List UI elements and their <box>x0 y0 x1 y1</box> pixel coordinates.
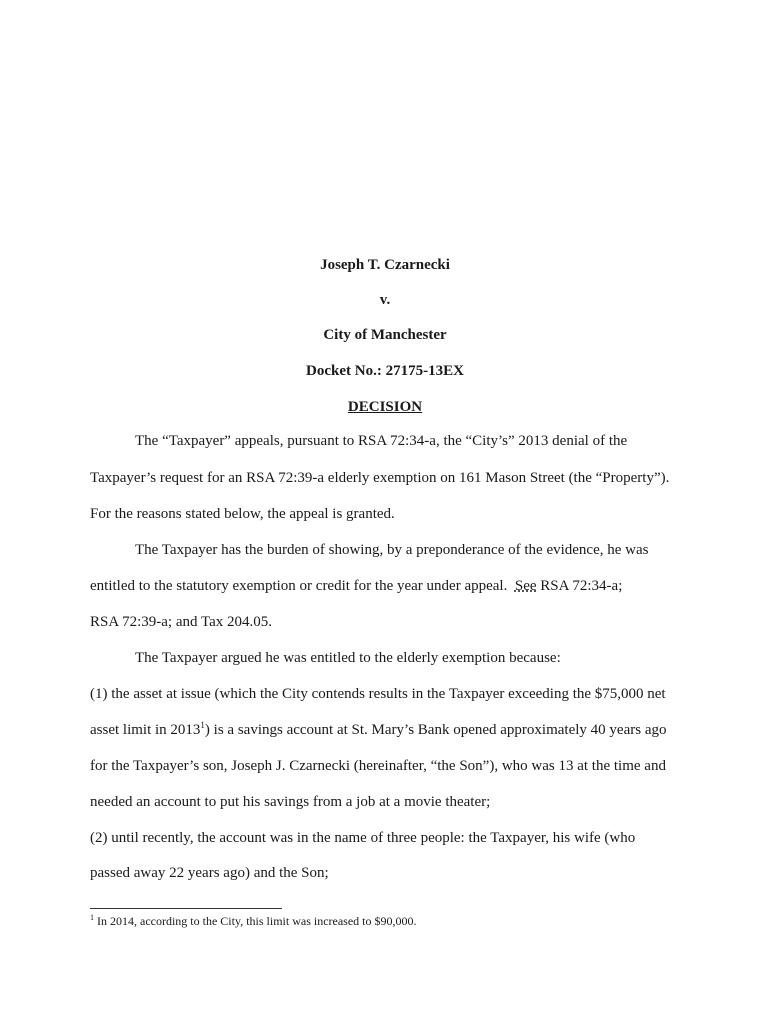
decision-heading: DECISION <box>347 399 423 415</box>
paragraph-2-line-2 <box>90 577 622 595</box>
paragraph-4-line-2 <box>90 721 666 739</box>
paragraph-2-line-2-text: entitled to the statutory exemption or credit for the year under appeal. <box>90 578 515 594</box>
paragraph-1-line-2: Taxpayer’s request for an RSA 72:39-a elderly exemption on 161 Mason Street (the “Property”). <box>90 470 670 486</box>
paragraph-4-line-3: for the Taxpayer’s son, Joseph J. Czarnecki (hereinafter, “the Son”), who was 13 at the time and <box>90 758 666 774</box>
paragraph-2-line-3: RSA 72:39-a; and Tax 204.05. <box>90 614 272 630</box>
paragraph-4-line-4: needed an account to put his savings from a job at a movie theater; <box>90 794 491 810</box>
footnote <box>90 914 417 929</box>
paragraph-5-line-1: (2) until recently, the account was in the name of three people: the Taxpayer, his wife (who <box>90 830 636 846</box>
paragraph-1-line-1: The “Taxpayer” appeals, pursuant to RSA 72:34-a, the “City’s” 2013 denial of the <box>135 433 628 449</box>
paragraph-5-line-2: passed away 22 years ago) and the Son; <box>90 865 329 881</box>
footnote-divider <box>90 908 282 909</box>
docket-number: Docket No.: 27175-13EX <box>306 363 464 379</box>
paragraph-4-line-2-start: asset limit in 2013 <box>90 722 201 738</box>
versus-label: v. <box>379 292 391 308</box>
paragraph-4-line-2-end: ) is a savings account at St. Mary’s Bank opened approximately 40 years ago <box>204 722 667 738</box>
footnote-mark: 1 <box>90 913 94 922</box>
see-citation-signal: See <box>514 578 537 594</box>
paragraph-4-line-1: (1) the asset at issue (which the City contends results in the Taxpayer exceeding the $75,000 net <box>90 686 666 702</box>
paragraph-1-line-3: For the reasons stated below, the appeal is granted. <box>90 506 395 522</box>
paragraph-2-line-1: The Taxpayer has the burden of showing, by a preponderance of the evidence, he was <box>135 542 649 558</box>
paragraph-2-line-2-citation: RSA 72:34-a; <box>536 578 623 594</box>
footnote-reference[interactable]: 1 <box>200 720 205 730</box>
paragraph-3-line-1: The Taxpayer argued he was entitled to the elderly exemption because: <box>135 650 561 666</box>
petitioner-name: Joseph T. Czarnecki <box>320 257 450 273</box>
respondent-name: City of Manchester <box>323 327 447 343</box>
footnote-text: In 2014, according to the City, this limit was increased to $90,000. <box>94 914 417 928</box>
